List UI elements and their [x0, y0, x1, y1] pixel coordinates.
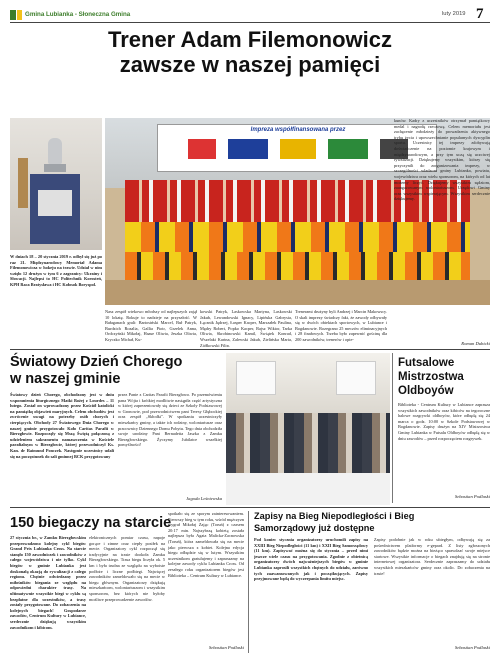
article5-author: Sebastian Podlaski	[454, 645, 490, 650]
article1-author: Roman Dubicki	[461, 341, 490, 346]
article1-col4: Trenerami drużyny byli Andrzej i Marcin Makowscy. O skali imprezy świadczy fakt, że zawody odbywały się w dwóch obiektach sportowych, w Lubiance i Bogdanowie. Rozegrano 25 meczów eliminacyjnych i 28 finałowych. Trzeba było zapewnić gościnę dla 200 zawodników, trenerów i opie-	[295, 309, 387, 342]
sick-day-photo	[226, 353, 390, 505]
article2-title	[10, 354, 210, 388]
article5-title	[254, 511, 490, 534]
article5-col2: Zapisy podobnie jak w roku ubiegłym, odbywają się za pośrednictwem platformy e-gepard. Z listy zgłoszonych zawodników będzie można na bieżąco sprawdzać swoje miejsce startowe. Wszystkie informacje o biegach znajdują się na stronie internetowej organizatora. Serdecznie zapraszamy do udziału wszystkich mieszkańców gminy oraz okolic. Do zobaczenia na trasie!	[374, 537, 490, 576]
article2-author: Jagoda Leśniewska	[186, 496, 222, 501]
article4-col1: 27 stycznia br., w Zamku Bierzgłowskim przeprowadzono kolejny cykl biegów Grand Prix Lubianka Cross. Na starcie stanęło 150 zawodniczek i zawodników z całego województwa i nie tylko. Cykl biegów w gminie Lubianka jest doskonałą okazją do rywalizacji z całego regionu. Chętnie odwiedzany przez miłośników biegania ze względu na odpowiedni charakter trasy. Na ultimatywnie wszystkie biegi w cyklu są bezpłatne dla uczestników, a trasy zostały przygotowane. Do zobaczenia na kolejnych biegach! Gospodarze zawodów, Centrum Kultury w Lubiance, serdecznie dziękują wszystkim zawodnikom i kibicom.	[10, 535, 86, 630]
article2-col1: Światowy dzień Chorego, obchodzony jest w dniu wspomnienia liturgicznego Matki Bożej z Lourdes – 11 lutego. Został on wprowadzony przez Kościół katolicki na pamiątkę objawień maryjnych. Celem obchodów jest zwrócenie uwagi na potrzeby osób chorych i cierpiących. Obchody 27 Światowego Dnia Chorego w naszej gminie przygotowało Koło Caritas Parafii w Bierzgłowie. Rozpoczęły się Mszą Świętą połączoną z udzieleniem sakramentu namaszczenia w Kościele parafialnym w Bierzgłowie, której przewodniczył Ks. Kan. dr Raimund Ponczek. Następnie uczestnicy udali się na poczęstunek do sali gminnej BCK przygotowany	[10, 392, 114, 459]
article3-body: Biblioteka - Centrum Kultury w Lubiance zaprasza wszystkich zawodników oraz kibiców na tegoroczne halowe rozgrywki oldboyów, które odbędą się 24 marca o godz. 10:00 w Szkole Podstawowej w Bogdanowie. Zapisy drużyn na XIV Mistrzostwa Gminy Lubianka w Futsalu Oldboyów odbędą się w dniu zawodów – przed rozpoczęciem rozgrywek.	[398, 402, 490, 441]
article1-title	[0, 27, 500, 77]
article2-title-line2: w naszej gminie	[10, 371, 121, 387]
article1-col3: kowski Patryk, Laskowska Martyna, Laskowski Jakub, Lewandowski Ignacy, Lipińska Gabrysia, Łącznik Jędrzej, Łasper Kacper, Marszałek Paulina, Mędry Robert, Popko Kacper, Rajsz Wiktor, Tarka Oliwia, Skrobinowski Kamil, Świątek Konrad, Wszelaki Karina, Zalewski Jakub, Zielińska Maria, Ziółkowski Filip.	[200, 309, 292, 347]
header-brand: Gmina Lubianka - Słoneczna Gmina	[25, 11, 131, 18]
page-number: 7	[476, 6, 484, 22]
article3-title-line1: Futsalowe	[398, 357, 455, 369]
article3-title-line2: Mistrzostwa	[398, 371, 464, 383]
header-rule	[10, 22, 490, 23]
article1-lead: W dniach 18 – 20 stycznia 2019 r. odbył się już po raz 21. Międzynarodowy Memoriał Adama Filemonowicza w hokeju na trawie. Udział w nim wzięło 12 drużyn w tym 6 z zagranicy: Ukrainy i Słowacji. Najlepsi to HC Politechnik Korosteń, KPH Raca Bratysława i HC Kołosok Boryspol.	[10, 254, 102, 287]
article5-title-line2: Samorządowy już dostępne	[254, 522, 375, 533]
article4-col2: elektronicznych pomiar czasu, napoje gorące i zimne oraz ciepły posiłek na mecie. Organizatory cykl rozpoczął się tradycyjnie na trasie dookoła Zamku Bierzgłowskiego. Trasa biegu liczyła ok. 5 km i była trudna ze względu na wyboiste podłoże i liczne podbiegi. Najwięcej zawodników zameldowało się na mecie w biegu głównym. Organizatorzy dziękują mieszkańcom, wolontariuszom i wszystkim sponsorom, bez których nie byłoby możliwe przeprowadzenie zawodów.	[89, 535, 165, 602]
article4-author: Sebastian Podlaski	[208, 645, 244, 650]
gmina-logo-icon	[10, 10, 16, 20]
article1-title-line1: Trener Adam Filemonowicz	[107, 27, 393, 52]
article4-title: 150 biegaczy na starcie	[10, 515, 172, 531]
article2-title-line1: Światowy Dzień Chorego	[10, 354, 183, 370]
article5-col1: Pod koniec stycznia organizatorzy uruchomili zapisy na XXIII Bieg Niepodległości (11 km) i XXII Bieg Samorządowy (11 km). Zapisywać można się do stycznia – przed nimi jeszcze wiele czasu na przygotowania. Zgodnie z obietnicą organizatorzy dwóch najważniejszych biegów w gminie Lubianka zaprosili wszystkich chętnych do udziału, zarówno tych zaawansowanych jak i początkujących. Zapisy przyjmowane będą do wyczerpania limitu miejsc.	[254, 537, 368, 582]
article2-col2: przez Panie z Caritas Parafii Bierzgłowo. Po przemówieniu pana Wójta i krótkiej modlitwie nastąpiła część artystyczna w której zaprezentowały się dzieci ze Szkoły Podstawowej w Gronowie, pod przewodnictwem pani Teresy Głębockiej oraz zespół „Skłodki". W spotkaniu uczestniczyły mieszkańcy gminy, a także ich rodziny, wolontariusze oraz pracownicy Dziennego Domu Pobytu. Tego dnia obchodziła swoje urodziny Pani Bernadetta Jaszka z Zamku Bierzgłowskiego. Życzymy Jubilatce wszelkiej pomyślności!	[118, 392, 222, 448]
article4-col3: spotkało się ze sporym zainteresowaniem. Pierwszy bieg w tym roku, wśród mężczyzn wygrał Mikołaj Zając (Toruń) z czasem 20:17 min. Najszybszą kobietą została najlepsza była Agata Malicka-Zacnowska (Toruń), która zameldowała się na mecie jako pierwsza z kobiet. Kolejna edycja biegu odbędzie się w lutym. Wszystkim uczestnikom gratulujemy i zapraszamy na kolejne zawody cyklu Lubianka Cross. Od zeszłego roku organizatorem biegów jest Biblioteka – Centrum Kultury w Lubiance.	[168, 511, 244, 578]
article1-col5: kunów. Kadry z uczestników otrzymał pamiątkowy medal i nagrodę rzeczową. Celem memoriału jest zachęcenie młodzieży do prowadzenia aktywnego trybu życia i upowszechnianie popularnych dyscyplin sportu. Uczestnicy tej imprezy zdobywają doświadczenie na poziomie krajowym i międzynarodowym, a przy tym uczą się uczciwej rywalizacji. Dziękujemy wszystkim, którzy się przyczynili do zorganizowania imprezy, w szczególności władzom gminy Lubianka, powiatu, województwa oraz wielu sponsorom, na których od lat możemy liczyć. Dziękujemy wszystkim sędziom, zaangażowanym wolontariuszom, Urzędowi Gminy oraz wszystkim wspierającym. Wszystkim serdecznie dziękujemy.	[394, 118, 490, 202]
article1-title-line2: zawsze w naszej pamięci	[119, 52, 381, 77]
article3-title-line3: Oldboyów	[398, 385, 454, 397]
trophy-photo	[10, 118, 102, 250]
banner-title: Impreza współfinansowana przez	[250, 127, 346, 133]
article3-title	[398, 356, 490, 398]
header-date: luty 2019	[442, 11, 466, 17]
article5-title-line1: Zapisy na Bieg Niepodległości i Bieg	[254, 511, 415, 521]
article3-author: Sebastian Podlaski	[454, 494, 490, 499]
article1-col2: Nasz zespół wiekowo młodszy od najlepszych zajął 10 lokatę. Rokuje to nadzieje na przyszłość. W Bałaganach grali: Bartosiński Marcel, Buł Patryk, Burdzich Rozalia, Gallia Piotr, Grzelek Anna, Ordczyński Mikołaj, Haase Oliwia, Jeszka Oliwia, Kryczko Michał, Ku-	[105, 309, 197, 342]
